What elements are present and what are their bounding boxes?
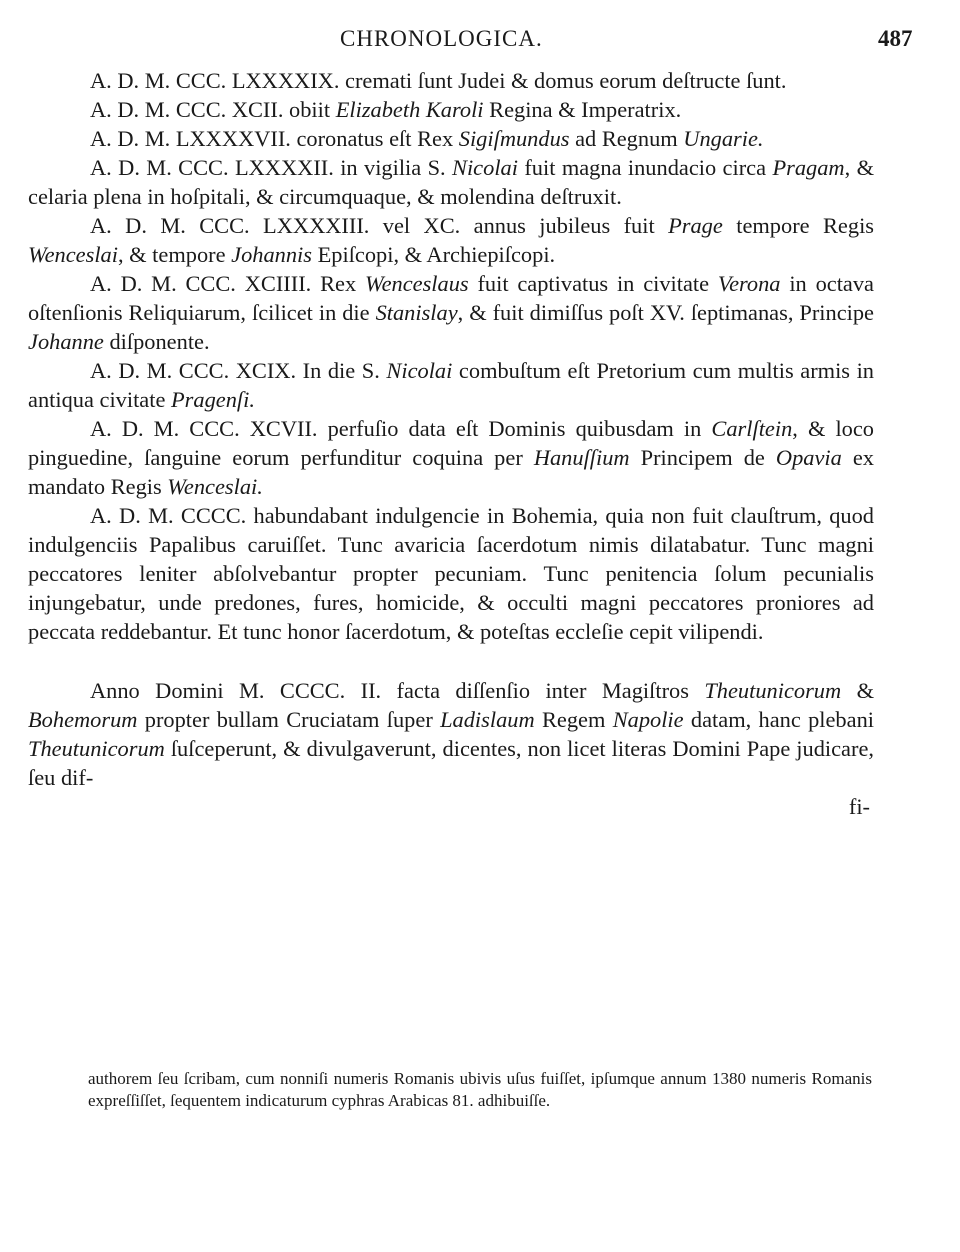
entry-text: , & loco pinguedine, ſanguine eorum perfunditur coquina per: [28, 416, 874, 470]
entry-text: Anno Domini M. CCCC. II. facta diſſenſio inter Magiſtros: [90, 678, 705, 703]
italic-name: Elizabeth Karoli: [335, 97, 484, 122]
footnote-text: authorem ſeu ſcribam, cum nonniſi numeris Romanis ubivis uſus fuiſſet, ipſumque annum 1380 numeris Romanis expreſſiſſet, ſequentem indicaturum cyphras Arabicas 81. adhibuiſſe.: [88, 1069, 872, 1110]
entry-text: A. D. M. CCC. XCIX. In die S.: [90, 358, 387, 383]
entry-text: , & tempore: [117, 242, 232, 267]
italic-name: Prage: [668, 213, 723, 238]
entry-text: tempore Regis: [722, 213, 874, 238]
entry-text: A. D. M. CCC. XCIIII. Rex: [90, 271, 365, 296]
entry-text: datam, hanc plebani: [683, 707, 874, 732]
italic-name: Wenceslai: [28, 242, 118, 267]
entry-text: A. D. M. CCC. LXXXXIII. vel XC. annus jubileus fuit: [90, 213, 669, 238]
entry-text: Regem: [534, 707, 613, 732]
chronicle-entry: [28, 95, 874, 124]
chronicle-entry: [28, 501, 874, 646]
page-number: 487: [878, 26, 913, 51]
entry-text: ſuſceperunt, & divulgaverunt, dicentes, non licet literas Domini Pape judicare, ſeu dif-: [28, 736, 874, 790]
italic-name: Theutunicorum: [704, 678, 842, 703]
italic-name: Bohemorum: [28, 707, 138, 732]
entry-text: Regina & Imperatrix.: [483, 97, 682, 122]
italic-name: Stanislay: [375, 300, 458, 325]
italic-name: Johanne: [28, 329, 104, 354]
chronicle-entry: [28, 269, 874, 356]
italic-name: Wenceslaus: [364, 271, 469, 296]
entry-text: A. D. M. CCC. XCII. obiit: [90, 97, 336, 122]
chronicle-text: [28, 66, 874, 821]
italic-name: Wenceslai.: [167, 474, 263, 499]
entry-text: Epiſcopi, & Archiepiſcopi.: [312, 242, 556, 267]
entry-text: A. D. M. CCC. XCVII. perfuſio data eſt Dominis quibusdam in: [90, 416, 712, 441]
chronicle-entry: [28, 66, 874, 95]
entry-text: A. D. M. CCC. LXXXXIX. cremati ſunt Judei & domus eorum deſtructe ſunt.: [90, 68, 787, 93]
page-header: [0, 26, 960, 62]
entry-text: fuit magna inundacio circa: [517, 155, 773, 180]
chronicle-entry: [28, 356, 874, 414]
italic-name: Napolie: [612, 707, 684, 732]
italic-name: Theutunicorum: [28, 736, 165, 761]
italic-name: Carlſtein: [711, 416, 793, 441]
entry-text: , & celaria plena in hoſpitali, & circumquaque, & molendina deſtruxit.: [28, 155, 874, 209]
italic-name: Hanuſſium: [533, 445, 630, 470]
chronicle-entry: [28, 414, 874, 501]
entry-text: diſponente.: [103, 329, 210, 354]
italic-name: Nicolai: [452, 155, 518, 180]
catchword: fi-: [848, 794, 870, 819]
entry-text: ad Regnum: [569, 126, 684, 151]
entry-text: A. D. M. CCC. LXXXXII. in vigilia S.: [90, 155, 453, 180]
footnote: [88, 1068, 872, 1112]
chronicle-entry: [28, 676, 874, 792]
italic-name: Verona: [717, 271, 781, 296]
entry-text: Principem de: [629, 445, 776, 470]
italic-name: Ladislaum: [440, 707, 535, 732]
italic-name: Sigiſmundus: [458, 126, 570, 151]
italic-name: Opavia: [775, 445, 842, 470]
chronicle-entry: [28, 124, 874, 153]
entry-text: fuit captivatus in civitate: [468, 271, 718, 296]
entry-text: &: [841, 678, 874, 703]
italic-name: Pragam: [772, 155, 845, 180]
italic-name: Johannis: [231, 242, 312, 267]
entry-text: ex mandato Regis: [28, 445, 874, 499]
italic-name: Pragenſi.: [171, 387, 255, 412]
chronicle-entry: [28, 211, 874, 269]
entry-text: A. D. M. CCCC. habundabant indulgencie in Bohemia, quia non fuit clauſtrum, quod indulgenciis Papalibus caruiſſet. Tunc avaricia ſacerdotum nimis dilatabatur. Tunc magni peccatores leniter abſolvebantur propter pecuniam. Tunc penitencia ſolum pecunialis injungebatur, unde predones, fures, homicide, & occulti magni peccatores proniores ad peccata reddebantur. Et tunc honor ſacerdotum, & poteſtas eccleſie cepit vilipendi.: [28, 503, 874, 644]
entry-text: propter bullam Cruciatam ſuper: [137, 707, 441, 732]
italic-name: Ungarie.: [683, 126, 764, 151]
entry-text: combuſtum eſt Pretorium cum multis armis in antiqua civitate: [28, 358, 874, 412]
running-head: CHRONOLOGICA.: [340, 26, 543, 51]
chronicle-entry: [28, 153, 874, 211]
entry-text: A. D. M. LXXXXVII. coronatus eſt Rex: [90, 126, 459, 151]
italic-name: Nicolai: [386, 358, 453, 383]
entry-text: , & fuit dimiſſus poſt XV. ſeptimanas, Principe: [457, 300, 874, 325]
entry-text: in octava oſtenſionis Reliquiarum, ſcilicet in die: [28, 271, 874, 325]
